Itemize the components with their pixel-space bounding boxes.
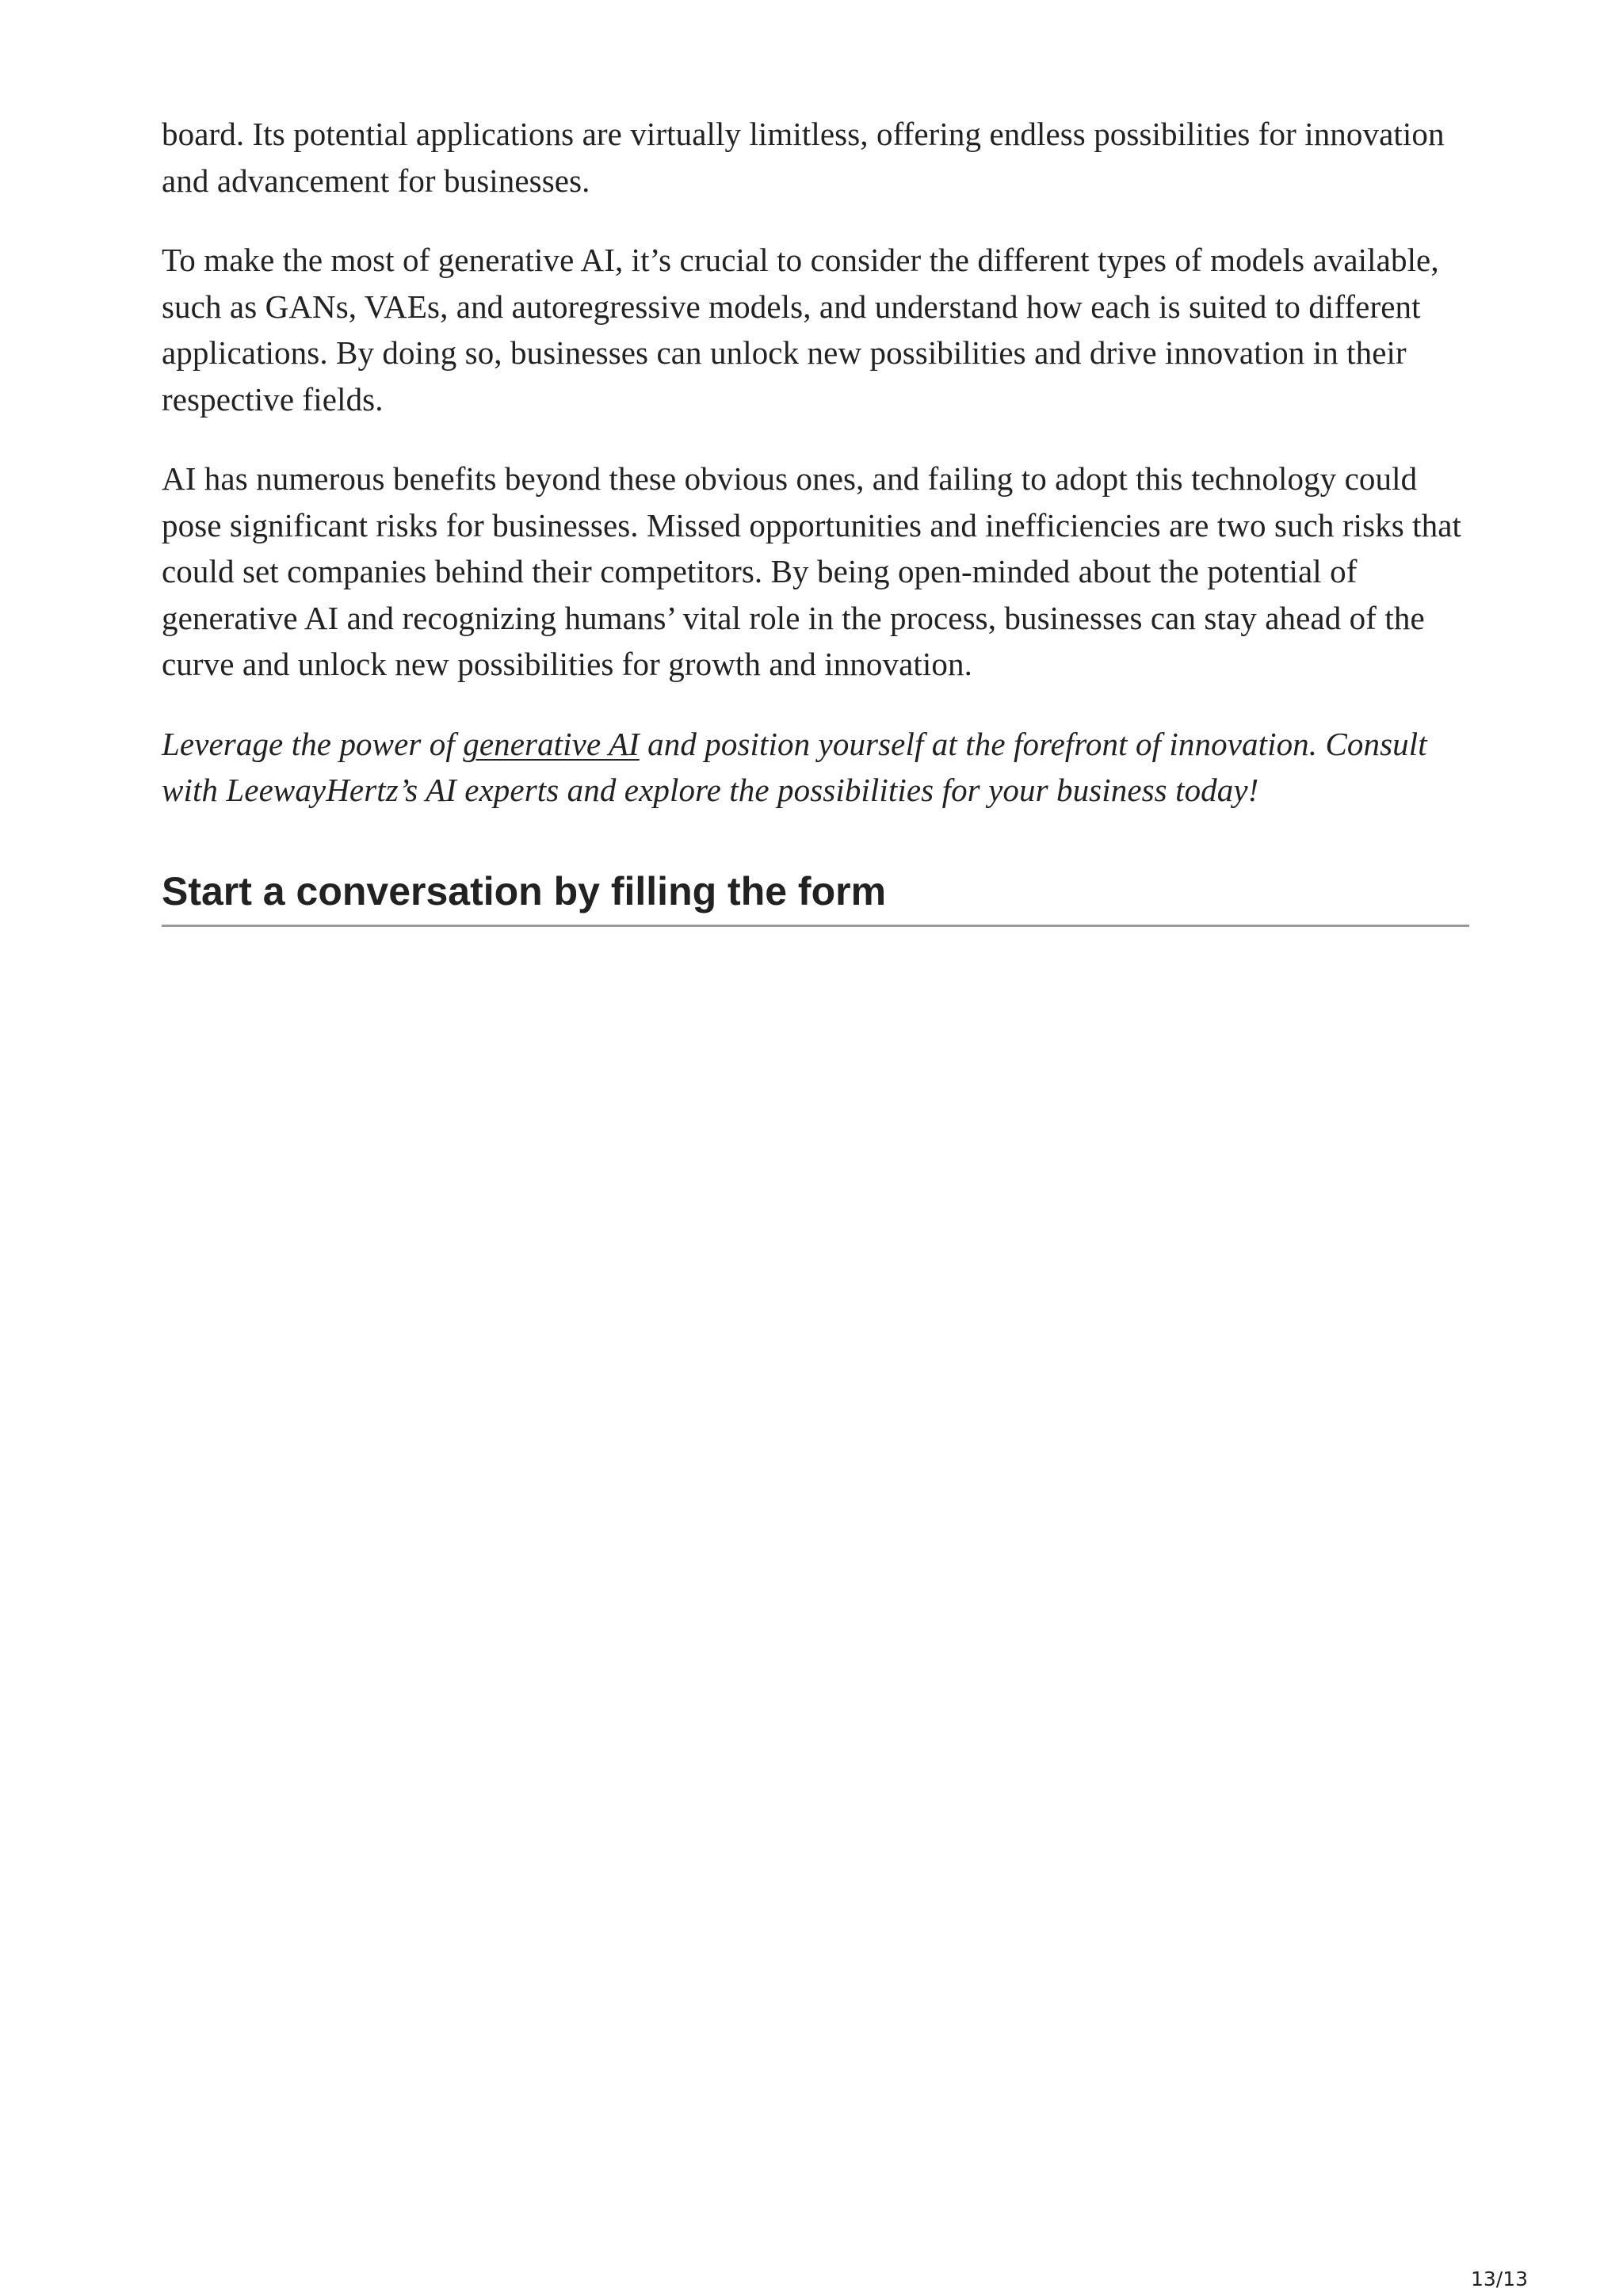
article-body <box>162 111 1469 927</box>
generative-ai-link[interactable]: generative AI <box>463 725 640 762</box>
page-number: 13/13 <box>1470 2267 1528 2290</box>
paragraph-model-types: To make the most of generative AI, it’s crucial to consider the different types of models available, such as GANs, VAEs, and autoregressive models, and understand how each is suited to different applications. By doing so, businesses can unlock new possibilities and drive innovation in their respective fields. <box>162 242 1439 418</box>
cta-text-before-link: Leverage the power of <box>162 725 464 762</box>
call-to-action-paragraph <box>162 721 1469 814</box>
form-section-heading: Start a conversation by filling the form <box>162 868 1469 927</box>
cta-text-after-link: and position yourself at the forefront of innovation. Consult with LeewayHertz’s AI experts and explore the possibilities for your business today! <box>162 725 1427 808</box>
paragraph-intro-continuation: board. Its potential applications are virtually limitless, offering endless possibilities for innovation and advancement for businesses. <box>162 116 1445 199</box>
paragraph-benefits-risks: AI has numerous benefits beyond these obvious ones, and failing to adopt this technology could pose significant risks for businesses. Missed opportunities and inefficiencies are two such risks that could set companies behind their competitors. By being open-minded about the potential of generative AI and recognizing humans’ vital role in the process, businesses can stay ahead of the curve and unlock new possibilities for growth and innovation. <box>162 460 1462 682</box>
